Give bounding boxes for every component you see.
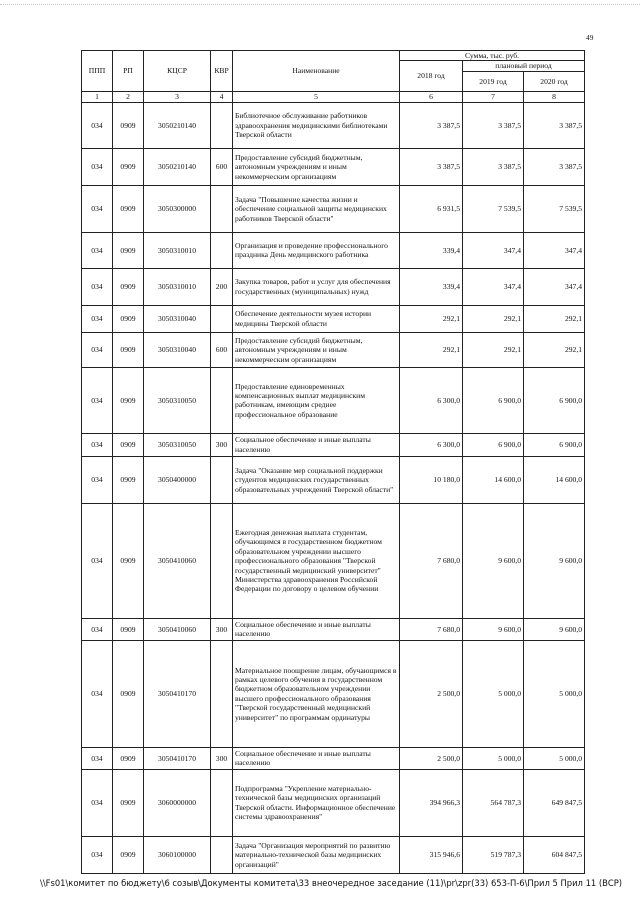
table-row [82,332,585,367]
cell-kcsr: 3050210140 [144,102,211,148]
index-cell: 5 [233,91,400,102]
cell-2019: 6 900,0 [463,367,524,433]
cell-rp: 0909 [113,102,144,148]
header-sum: Сумма, тыс. руб. [400,51,585,61]
cell-2018: 292,1 [400,305,463,332]
cell-name: Библиотечное обслуживание работников здравоохранения медицинскими библиотеками Тверской области [233,102,400,148]
cell-name: Организация и проведение профессионального праздника День медицинского работника [233,232,400,268]
cell-2018: 7 680,0 [400,618,463,640]
cell-2019: 7 539,5 [463,185,524,232]
table-row [82,148,585,185]
cell-name: Материальное поощрение лицам, обучающимся в рамках целевого обучения в государственном бюджетном образовательном учреждении высшего профессионального образования "Тверской государственный медицинский университет" по программам ординатуры [233,640,400,747]
cell-kcsr: 3050300000 [144,185,211,232]
cell-kcsr: 3050310040 [144,332,211,367]
cell-rp: 0909 [113,618,144,640]
index-cell: 3 [144,91,211,102]
cell-kcsr: 3050400000 [144,456,211,503]
cell-ppp: 034 [82,747,113,769]
cell-2018: 339,4 [400,268,463,305]
cell-ppp: 034 [82,268,113,305]
cell-name: Задача "Повышение качества жизни и обеспечение социальной защиты медицинских работников Тверской области" [233,185,400,232]
cell-2020: 292,1 [524,332,585,367]
cell-2020: 604 847,5 [524,836,585,873]
header-name: Наименование [233,51,400,92]
table-row [82,433,585,456]
cell-2020: 7 539,5 [524,185,585,232]
cell-2018: 6 931,5 [400,185,463,232]
cell-name: Задача "Оказание мер социальной поддержки студентов медицинских государственных образовательных учреждений Тверской области" [233,456,400,503]
cell-ppp: 034 [82,640,113,747]
cell-kvr [211,305,233,332]
cell-name: Подпрограмма "Укрепление материально-технической базы медицинских организаций Тверской области. Информационное обеспечение системы здравоохранения" [233,769,400,836]
header-planned-period: плановый период [463,61,585,71]
table-row [82,185,585,232]
cell-rp: 0909 [113,232,144,268]
cell-2019: 347,4 [463,232,524,268]
cell-kcsr: 3050310010 [144,268,211,305]
index-cell: 1 [82,91,113,102]
cell-2018: 2 500,0 [400,747,463,769]
cell-kvr [211,836,233,873]
cell-ppp: 034 [82,769,113,836]
cell-ppp: 034 [82,332,113,367]
cell-2020: 649 847,5 [524,769,585,836]
cell-2020: 9 600,0 [524,618,585,640]
cell-2019: 5 000,0 [463,640,524,747]
cell-kcsr: 3050410060 [144,618,211,640]
scan-artifact-line [0,4,640,6]
table-row [82,367,585,433]
cell-kcsr: 3050210140 [144,148,211,185]
index-cell: 6 [400,91,463,102]
cell-kcsr: 3060000000 [144,769,211,836]
cell-kvr [211,232,233,268]
cell-ppp: 034 [82,456,113,503]
cell-2018: 292,1 [400,332,463,367]
index-cell: 4 [211,91,233,102]
table-row [82,102,585,148]
cell-ppp: 034 [82,232,113,268]
cell-rp: 0909 [113,503,144,618]
table-row [82,232,585,268]
cell-2019: 14 600,0 [463,456,524,503]
cell-rp: 0909 [113,456,144,503]
cell-rp: 0909 [113,433,144,456]
cell-kvr: 600 [211,148,233,185]
header-year-2019: 2019 год [463,71,524,91]
cell-2019: 564 787,3 [463,769,524,836]
cell-kcsr: 3050410060 [144,503,211,618]
cell-kcsr: 3050410170 [144,640,211,747]
cell-2019: 292,1 [463,305,524,332]
cell-2020: 5 000,0 [524,747,585,769]
index-cell: 7 [463,91,524,102]
cell-2019: 5 000,0 [463,747,524,769]
budget-table [81,50,585,874]
cell-ppp: 034 [82,433,113,456]
cell-2020: 6 900,0 [524,433,585,456]
cell-kvr: 300 [211,747,233,769]
cell-2020: 3 387,5 [524,148,585,185]
page-number: 49 [586,33,594,42]
index-cell: 2 [113,91,144,102]
cell-name: Закупка товаров, работ и услуг для обеспечения государственных (муниципальных) нужд [233,268,400,305]
table-row [82,618,585,640]
cell-kcsr: 3050310050 [144,433,211,456]
cell-2018: 339,4 [400,232,463,268]
header-year-2018: 2018 год [400,61,463,91]
cell-2019: 3 387,5 [463,148,524,185]
cell-2018: 6 300,0 [400,433,463,456]
cell-rp: 0909 [113,367,144,433]
column-index-row [82,91,585,102]
cell-2019: 9 600,0 [463,503,524,618]
cell-name: Предоставление единовременных компенсационных выплат медицинским работникам, имеющим среднее профессиональное образование [233,367,400,433]
cell-name: Социальное обеспечение и иные выплаты населению [233,747,400,769]
cell-ppp: 034 [82,503,113,618]
cell-ppp: 034 [82,367,113,433]
cell-2020: 9 600,0 [524,503,585,618]
cell-2020: 5 000,0 [524,640,585,747]
cell-kcsr: 3050410170 [144,747,211,769]
cell-2019: 9 600,0 [463,618,524,640]
cell-kvr [211,640,233,747]
cell-kvr [211,367,233,433]
cell-kcsr: 3060100000 [144,836,211,873]
cell-rp: 0909 [113,836,144,873]
cell-2020: 347,4 [524,268,585,305]
table-row [82,836,585,873]
cell-2018: 6 300,0 [400,367,463,433]
cell-name: Предоставление субсидий бюджетным, автономным учреждениям и иным некоммерческим организациям [233,148,400,185]
cell-2018: 2 500,0 [400,640,463,747]
header-year-2020: 2020 год [524,71,585,91]
cell-ppp: 034 [82,305,113,332]
cell-rp: 0909 [113,332,144,367]
cell-rp: 0909 [113,640,144,747]
cell-2018: 3 387,5 [400,148,463,185]
cell-kvr [211,102,233,148]
cell-kvr: 300 [211,433,233,456]
cell-rp: 0909 [113,305,144,332]
cell-2019: 6 900,0 [463,433,524,456]
cell-name: Обеспечение деятельности музея истории медицины Тверской области [233,305,400,332]
index-cell: 8 [524,91,585,102]
cell-rp: 0909 [113,747,144,769]
cell-2018: 394 966,3 [400,769,463,836]
cell-kvr: 200 [211,268,233,305]
table-row [82,503,585,618]
footer-file-path: \\Fs01\комитет по бюджету\6 созыв\Документы комитета\33 внеочередное заседание (11)\pr\zpr(33) 653-П-6\Прил 5 Прил 11 (ВСР) [40,878,623,888]
cell-2020: 347,4 [524,232,585,268]
cell-ppp: 034 [82,102,113,148]
header-kvr: КВР [211,51,233,92]
cell-2018: 10 180,0 [400,456,463,503]
header-ppp: ППП [82,51,113,92]
cell-rp: 0909 [113,769,144,836]
cell-kvr [211,185,233,232]
header-rp: РП [113,51,144,92]
cell-name: Социальное обеспечение и иные выплаты населению [233,433,400,456]
header-kcsr: КЦСР [144,51,211,92]
table-row [82,640,585,747]
cell-2018: 3 387,5 [400,102,463,148]
cell-2020: 6 900,0 [524,367,585,433]
cell-name: Ежегодная денежная выплата студентам, обучающимся в государственном бюджетном образовательном учреждении высшего профессионального образования "Тверской государственный медицинский университет" Министерства здравоохранения Российской Федерации по договору о целевом обучении [233,503,400,618]
table-row [82,769,585,836]
table-row [82,268,585,305]
cell-kvr [211,503,233,618]
cell-2018: 7 680,0 [400,503,463,618]
cell-ppp: 034 [82,618,113,640]
cell-ppp: 034 [82,836,113,873]
table-body [82,91,585,873]
cell-kvr: 300 [211,618,233,640]
cell-2020: 292,1 [524,305,585,332]
cell-kvr [211,769,233,836]
table-row [82,747,585,769]
cell-name: Социальное обеспечение и иные выплаты населению [233,618,400,640]
cell-name: Задача "Организация мероприятий по развитию материально-технической базы медицинских организаций" [233,836,400,873]
table-row [82,305,585,332]
cell-rp: 0909 [113,185,144,232]
cell-2019: 3 387,5 [463,102,524,148]
cell-ppp: 034 [82,185,113,232]
cell-2018: 315 946,6 [400,836,463,873]
table-row [82,456,585,503]
cell-kcsr: 3050310050 [144,367,211,433]
cell-2019: 347,4 [463,268,524,305]
cell-2019: 519 787,3 [463,836,524,873]
cell-2020: 14 600,0 [524,456,585,503]
cell-name: Предоставление субсидий бюджетным, автономным учреждениям и иным некоммерческим организациям [233,332,400,367]
cell-2019: 292,1 [463,332,524,367]
cell-kcsr: 3050310040 [144,305,211,332]
cell-ppp: 034 [82,148,113,185]
cell-kvr [211,456,233,503]
cell-2020: 3 387,5 [524,102,585,148]
cell-kcsr: 3050310010 [144,232,211,268]
cell-rp: 0909 [113,148,144,185]
cell-kvr: 600 [211,332,233,367]
cell-rp: 0909 [113,268,144,305]
